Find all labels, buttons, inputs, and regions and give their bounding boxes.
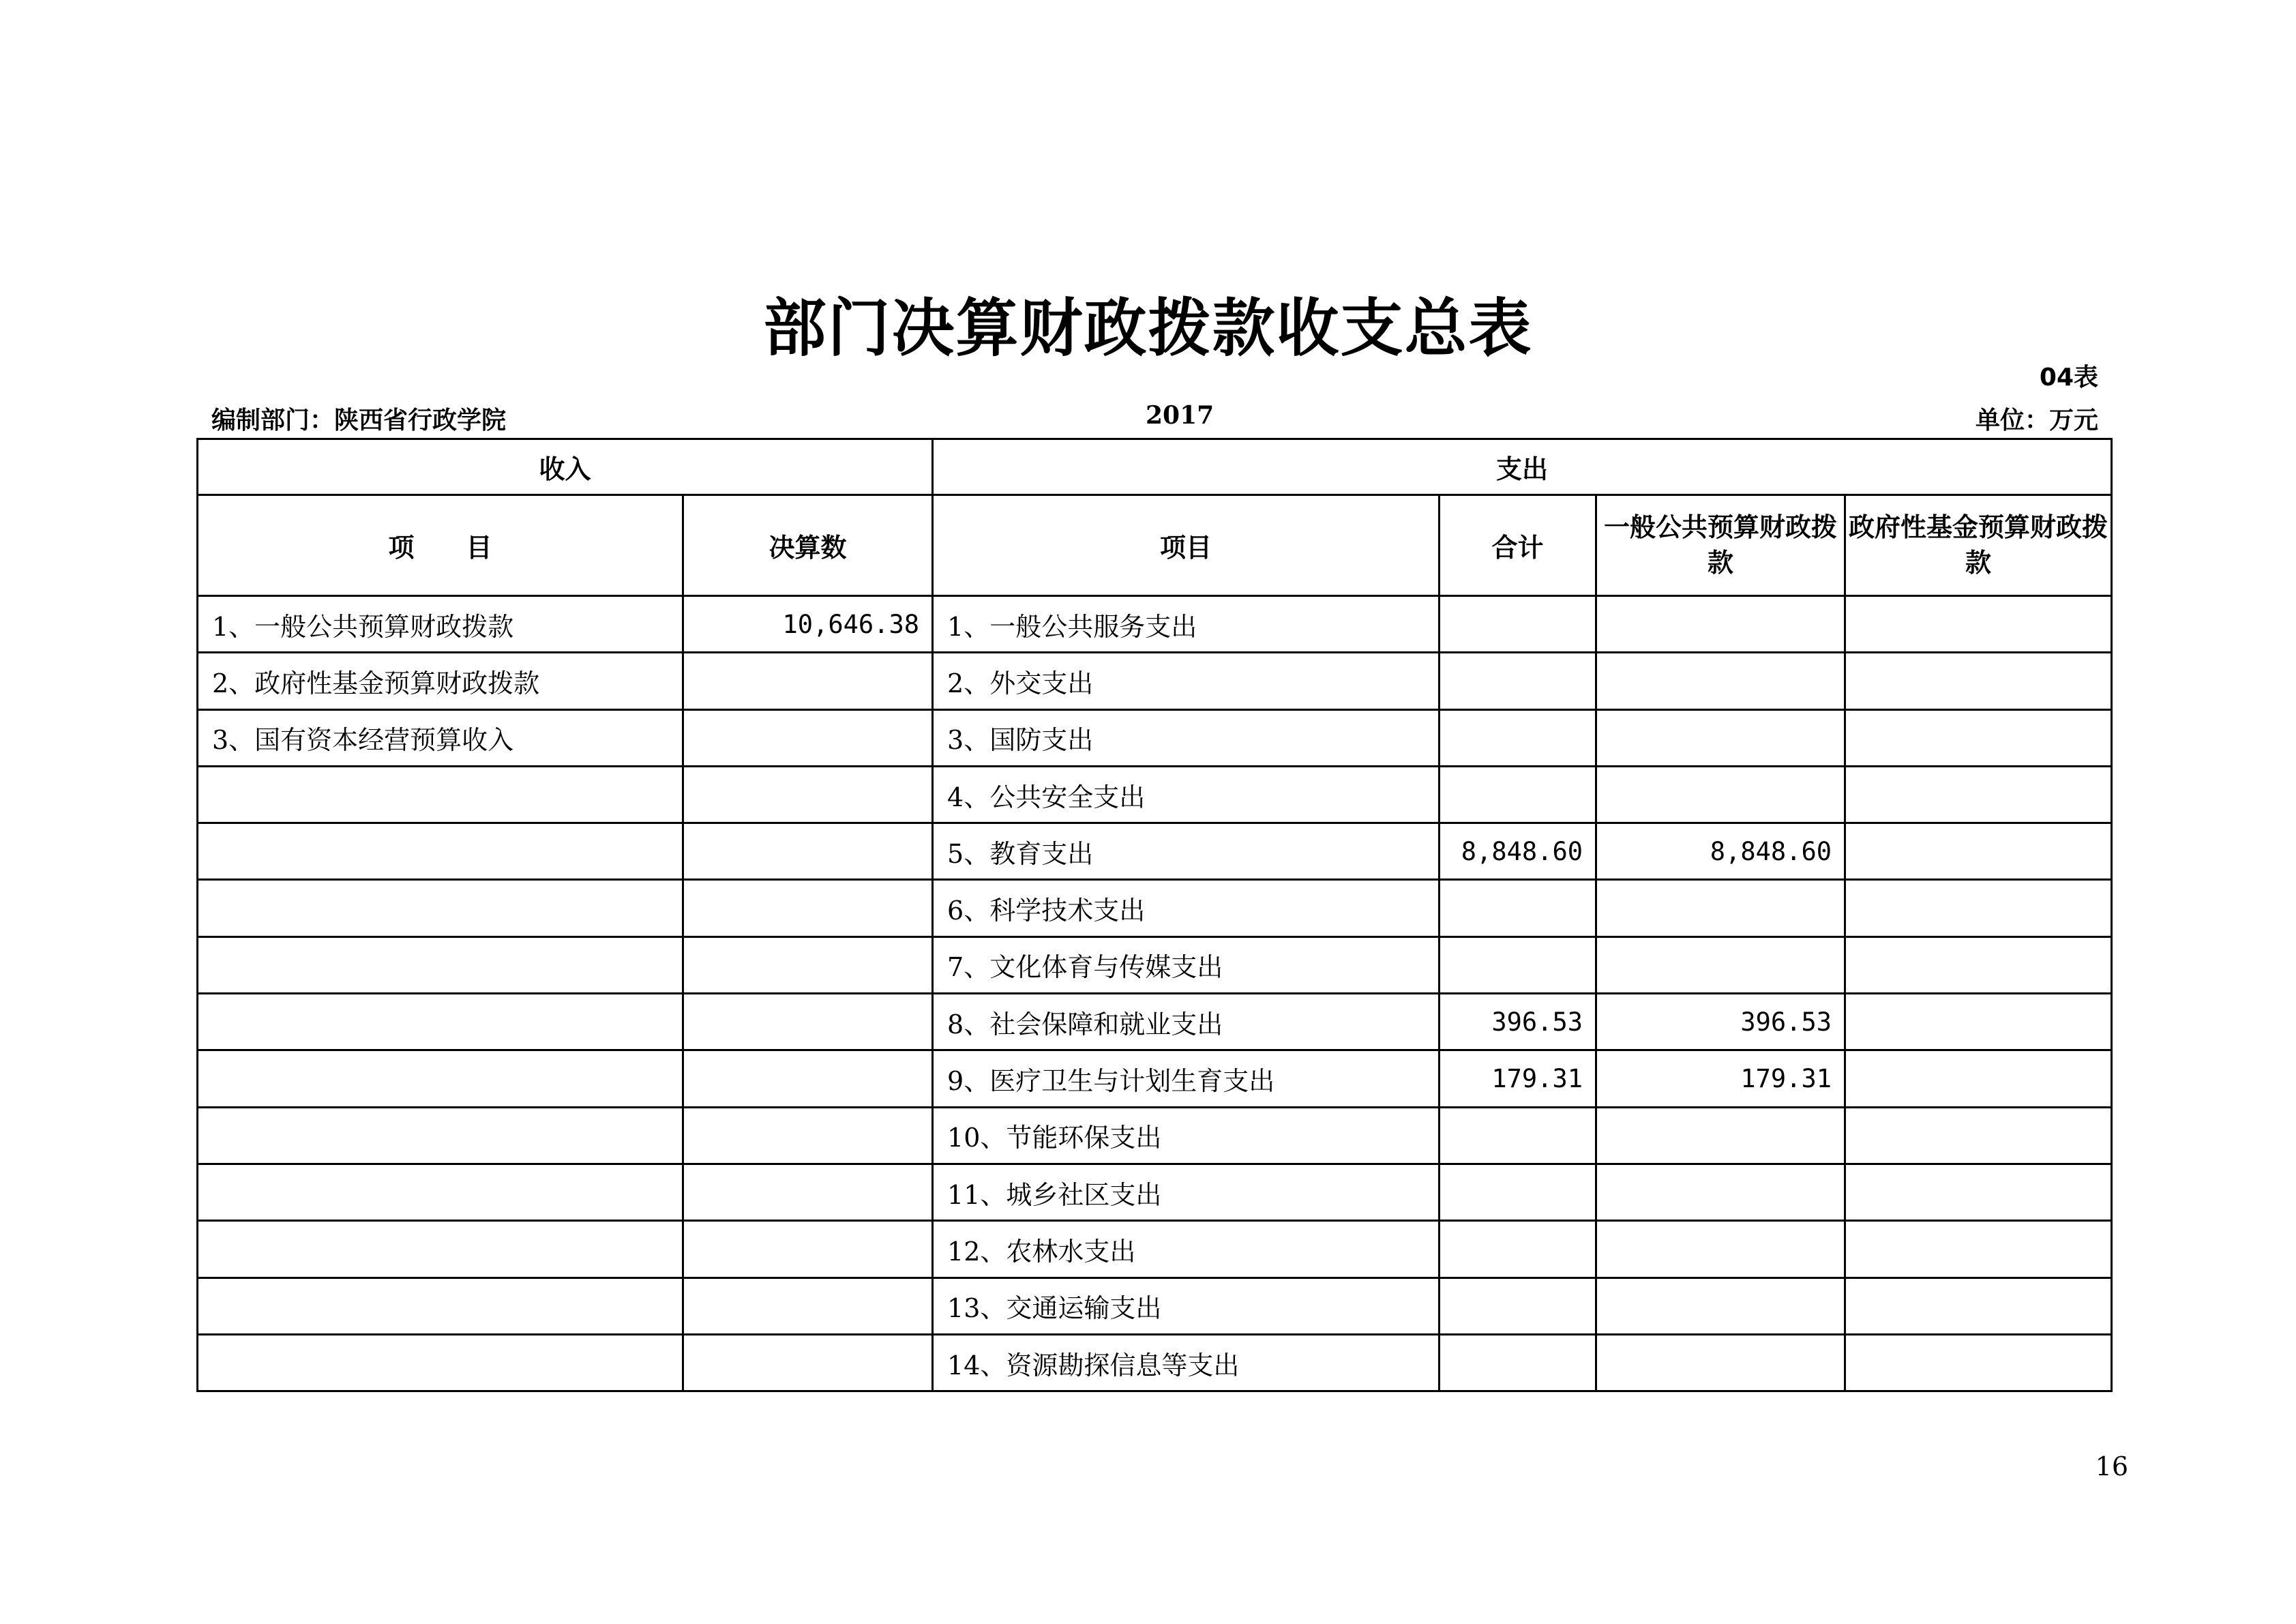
fund-budget-header: 政府性基金预算财政拨款: [1845, 495, 2112, 596]
income-item-cell: [198, 823, 683, 880]
table-row: [198, 880, 2112, 936]
fund-budget-cell: [1845, 823, 2112, 880]
expense-item-cell: 4、公共安全支出: [933, 766, 1440, 823]
income-amount-header: 决算数: [683, 495, 933, 596]
total-cell: [1440, 766, 1596, 823]
income-item-cell: [198, 766, 683, 823]
general-budget-cell: 8,848.60: [1596, 823, 1845, 880]
general-budget-cell: [1596, 1221, 1845, 1278]
total-header: 合计: [1440, 495, 1596, 596]
expense-item-cell: 10、节能环保支出: [933, 1107, 1440, 1164]
total-cell: 396.53: [1440, 994, 1596, 1050]
fund-budget-cell: [1845, 880, 2112, 936]
fund-budget-cell: [1845, 994, 2112, 1050]
income-item-cell: [198, 1164, 683, 1220]
general-budget-cell: [1596, 880, 1845, 936]
table-row: [198, 1221, 2112, 1278]
expense-item-cell: 1、一般公共服务支出: [933, 596, 1440, 653]
income-section-header: 收入: [198, 439, 933, 495]
income-amount-cell: [683, 653, 933, 709]
income-amount-cell: 10,646.38: [683, 596, 933, 653]
table-row: [198, 1278, 2112, 1334]
general-budget-cell: [1596, 709, 1845, 766]
total-cell: 179.31: [1440, 1050, 1596, 1107]
income-amount-cell: [683, 1278, 933, 1334]
income-item-cell: [198, 1278, 683, 1334]
total-cell: [1440, 936, 1596, 993]
total-cell: [1440, 1334, 1596, 1391]
income-amount-cell: [683, 1334, 933, 1391]
income-item-cell: [198, 1221, 683, 1278]
table-row: [198, 1334, 2112, 1391]
fund-budget-cell: [1845, 653, 2112, 709]
general-budget-cell: [1596, 766, 1845, 823]
expense-item-cell: 8、社会保障和就业支出: [933, 994, 1440, 1050]
currency-unit: 单位：万元: [1975, 407, 2098, 434]
expense-item-cell: 3、国防支出: [933, 709, 1440, 766]
total-cell: [1440, 1107, 1596, 1164]
general-budget-cell: [1596, 1334, 1845, 1391]
table-row: [198, 709, 2112, 766]
fund-budget-cell: [1845, 596, 2112, 653]
fund-budget-cell: [1845, 1050, 2112, 1107]
page-number: 16: [2095, 1451, 2128, 1481]
table-row: [198, 1050, 2112, 1107]
expense-item-cell: 2、外交支出: [933, 653, 1440, 709]
general-budget-cell: [1596, 1107, 1845, 1164]
general-budget-header: 一般公共预算财政拨款: [1596, 495, 1845, 596]
income-amount-cell: [683, 1221, 933, 1278]
expense-item-cell: 6、科学技术支出: [933, 880, 1440, 936]
income-item-cell: [198, 880, 683, 936]
fiscal-summary-table: [196, 438, 2113, 1392]
general-budget-cell: [1596, 1278, 1845, 1334]
income-amount-cell: [683, 823, 933, 880]
total-cell: [1440, 596, 1596, 653]
expense-item-cell: 9、医疗卫生与计划生育支出: [933, 1050, 1440, 1107]
income-item-cell: 3、国有资本经营预算收入: [198, 709, 683, 766]
general-budget-cell: 179.31: [1596, 1050, 1845, 1107]
total-cell: [1440, 1278, 1596, 1334]
expense-item-cell: 7、文化体育与传媒支出: [933, 936, 1440, 993]
expense-item-cell: 11、城乡社区支出: [933, 1164, 1440, 1220]
expense-item-cell: 5、教育支出: [933, 823, 1440, 880]
general-budget-cell: [1596, 653, 1845, 709]
fund-budget-cell: [1845, 709, 2112, 766]
compiling-department: 编制部门：陕西省行政学院: [211, 407, 507, 434]
expense-item-cell: 13、交通运输支出: [933, 1278, 1440, 1334]
expense-item-cell: 14、资源勘探信息等支出: [933, 1334, 1440, 1391]
table-row: [198, 596, 2112, 653]
income-item-cell: [198, 994, 683, 1050]
income-amount-cell: [683, 1050, 933, 1107]
income-amount-cell: [683, 936, 933, 993]
table-row: [198, 1164, 2112, 1220]
total-cell: [1440, 1164, 1596, 1220]
income-item-cell: [198, 1050, 683, 1107]
income-amount-cell: [683, 1164, 933, 1220]
total-cell: [1440, 709, 1596, 766]
income-amount-cell: [683, 766, 933, 823]
expense-section-header: 支出: [933, 439, 2112, 495]
fund-budget-cell: [1845, 1107, 2112, 1164]
income-amount-cell: [683, 880, 933, 936]
income-item-cell: [198, 1107, 683, 1164]
income-item-cell: 2、政府性基金预算财政拨款: [198, 653, 683, 709]
fund-budget-cell: [1845, 1278, 2112, 1334]
table-row: [198, 823, 2112, 880]
page-title: 部门决算财政拨款收支总表: [763, 292, 1533, 365]
total-cell: [1440, 880, 1596, 936]
total-cell: [1440, 1221, 1596, 1278]
income-amount-cell: [683, 709, 933, 766]
general-budget-cell: 396.53: [1596, 994, 1845, 1050]
table-number: 04表: [2039, 364, 2098, 392]
fund-budget-cell: [1845, 766, 2112, 823]
fund-budget-cell: [1845, 1334, 2112, 1391]
table-row: [198, 766, 2112, 823]
income-amount-cell: [683, 994, 933, 1050]
general-budget-cell: [1596, 1164, 1845, 1220]
table-row: [198, 1107, 2112, 1164]
general-budget-cell: [1596, 936, 1845, 993]
total-cell: [1440, 653, 1596, 709]
fiscal-year: 2017: [1146, 401, 1214, 430]
income-item-cell: [198, 1334, 683, 1391]
total-cell: 8,848.60: [1440, 823, 1596, 880]
table-row: [198, 936, 2112, 993]
fund-budget-cell: [1845, 1221, 2112, 1278]
income-item-cell: [198, 936, 683, 993]
income-item-header: 项 目: [198, 495, 683, 596]
fund-budget-cell: [1845, 1164, 2112, 1220]
income-amount-cell: [683, 1107, 933, 1164]
income-item-cell: 1、一般公共预算财政拨款: [198, 596, 683, 653]
table-row: [198, 994, 2112, 1050]
table-row: [198, 653, 2112, 709]
expense-item-header: 项目: [933, 495, 1440, 596]
general-budget-cell: [1596, 596, 1845, 653]
fund-budget-cell: [1845, 936, 2112, 993]
expense-item-cell: 12、农林水支出: [933, 1221, 1440, 1278]
